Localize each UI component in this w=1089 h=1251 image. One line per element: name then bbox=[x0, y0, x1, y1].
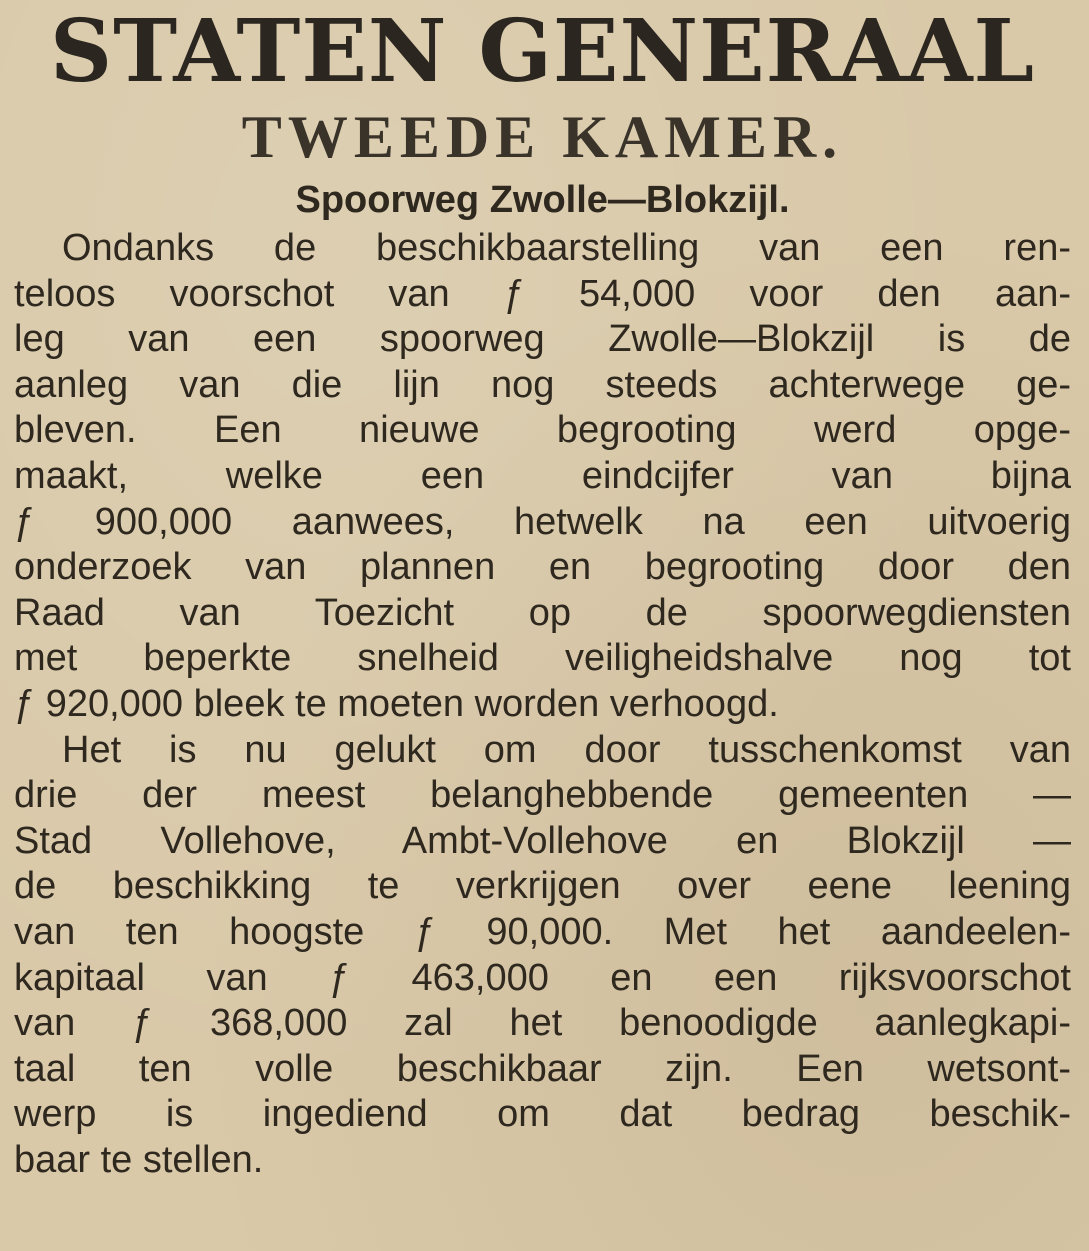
paragraph-2 bbox=[14, 728, 1071, 1184]
text-line: de beschikking te verkrijgen over eene leening bbox=[14, 865, 1071, 908]
text-line: bleven. Een nieuwe begrooting werd opge- bbox=[14, 409, 1071, 452]
text-line: onderzoek van plannen en begrooting door den bbox=[14, 546, 1071, 589]
subheadline: TWEEDE KAMER. bbox=[241, 104, 844, 170]
text-line: Raad van Toezicht op de spoorwegdiensten bbox=[14, 591, 1071, 634]
text-line: baar te stellen. bbox=[14, 1138, 264, 1181]
text-line: ƒ 900,000 aanwees, hetwelk na een uitvoerig bbox=[14, 500, 1071, 543]
text-line: Het is nu gelukt om door tusschenkomst van bbox=[62, 728, 1071, 771]
article-title: Spoorweg Zwolle—Blokzijl. bbox=[295, 179, 790, 221]
headline: STATEN GENERAAL bbox=[49, 1, 1036, 102]
text-line: taal ten volle beschikbaar zijn. Een wetsont- bbox=[14, 1047, 1071, 1090]
text-line: drie der meest belanghebbende gemeenten — bbox=[14, 774, 1071, 817]
text-line: teloos voorschot van ƒ 54,000 voor den aan- bbox=[14, 272, 1071, 315]
text-line: leg van een spoorweg Zwolle—Blokzijl is de bbox=[14, 318, 1071, 361]
text-line: maakt, welke een eindcijfer van bijna bbox=[14, 454, 1071, 497]
text-line: Stad Vollehove, Ambt-Vollehove en Blokzijl — bbox=[14, 819, 1071, 862]
text-line: met beperkte snelheid veiligheidshalve nog tot bbox=[14, 637, 1071, 680]
text-line: aanleg van die lijn nog steeds achterwege ge- bbox=[14, 363, 1071, 406]
text-line: van ten hoogste ƒ 90,000. Met het aandeelen- bbox=[14, 910, 1071, 953]
text-line: Ondanks de beschikbaarstelling van een ren- bbox=[62, 227, 1071, 269]
text-line: werp is ingediend om dat bedrag beschik- bbox=[14, 1093, 1071, 1136]
text-line: kapitaal van ƒ 463,000 en een rijksvoorschot bbox=[14, 956, 1071, 999]
text-line: ƒ 920,000 bleek te moeten worden verhoogd. bbox=[14, 682, 779, 725]
paragraph-1 bbox=[14, 226, 1071, 728]
text-line: van ƒ 368,000 zal het benoodigde aanlegkapi- bbox=[14, 1002, 1071, 1045]
